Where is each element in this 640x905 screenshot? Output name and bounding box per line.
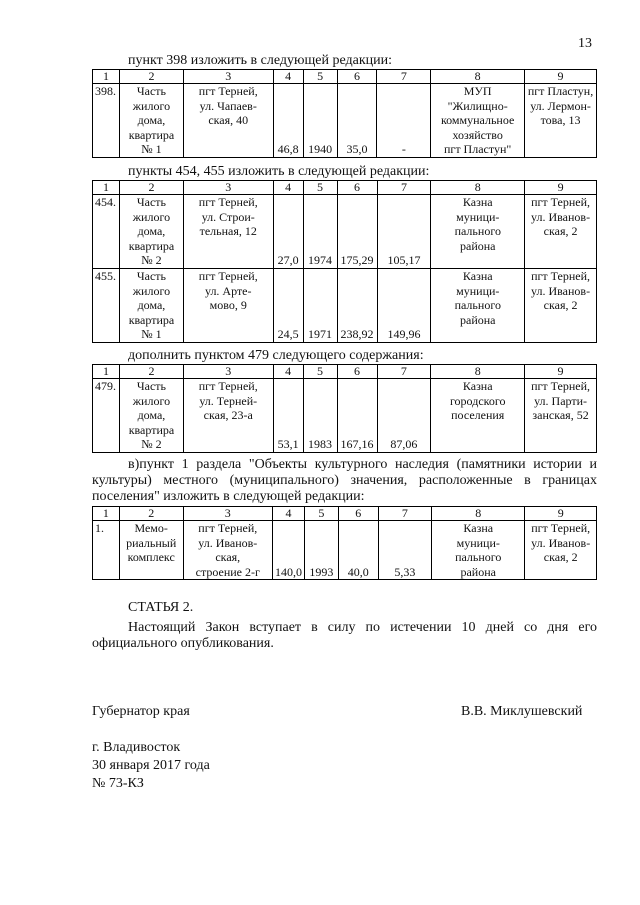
table-cell: пгт Терней, ул. Чапаев- ская, 40 bbox=[183, 84, 273, 158]
table-cell: 175,29 bbox=[337, 195, 377, 269]
table-398 bbox=[92, 69, 597, 158]
header-cell: 5 bbox=[303, 70, 337, 84]
table-cell: 105,17 bbox=[377, 195, 431, 269]
table-cell: Часть жилого дома, квартира № 2 bbox=[119, 379, 183, 453]
header-cell: 8 bbox=[431, 365, 525, 379]
table-cell: Казна муници- пального района bbox=[431, 268, 525, 342]
header-cell: 7 bbox=[377, 365, 431, 379]
table-cell: 1940 bbox=[303, 84, 337, 158]
table-cell: Часть жилого дома, квартира № 2 bbox=[119, 195, 183, 269]
table-cell: 238,92 bbox=[337, 268, 377, 342]
table-cell: 24,5 bbox=[273, 268, 303, 342]
header-cell: 9 bbox=[525, 181, 597, 195]
table-header-row bbox=[93, 365, 597, 379]
header-cell: 4 bbox=[273, 365, 303, 379]
signature-name: В.В. Миклушевский bbox=[461, 704, 583, 719]
table-cell: 46,8 bbox=[273, 84, 303, 158]
article-text: Настоящий Закон вступает в силу по истечении 10 дней со дня его официального опубликования. bbox=[92, 620, 597, 651]
header-cell: 9 bbox=[525, 365, 597, 379]
table-cell: пгт Терней, ул. Парти- занская, 52 bbox=[525, 379, 597, 453]
article-title: СТАТЬЯ 2. bbox=[128, 600, 194, 615]
header-cell: 8 bbox=[431, 70, 525, 84]
header-cell: 5 bbox=[303, 181, 337, 195]
header-cell: 5 bbox=[303, 365, 337, 379]
table-row bbox=[93, 268, 597, 342]
table-479 bbox=[92, 364, 597, 453]
table-cell: Казна муници- пального района bbox=[431, 195, 525, 269]
table-cell: пгт Терней, ул. Арте- мово, 9 bbox=[183, 268, 273, 342]
heading-398: пункт 398 изложить в следующей редакции: bbox=[128, 53, 392, 68]
table-cell: 167,16 bbox=[337, 379, 377, 453]
table-header-row bbox=[93, 70, 597, 84]
table-cell: МУП "Жилищно- коммунальное хозяйство пгт Пластун" bbox=[431, 84, 525, 158]
table-cell: 1974 bbox=[303, 195, 337, 269]
table-cell: 35,0 bbox=[337, 84, 377, 158]
table-cell: 53,1 bbox=[273, 379, 303, 453]
table-row bbox=[93, 195, 597, 269]
table-cell: Часть жилого дома, квартира № 1 bbox=[119, 84, 183, 158]
table-cell: 40,0 bbox=[338, 521, 378, 580]
table-culture bbox=[92, 506, 597, 580]
header-cell: 2 bbox=[119, 181, 183, 195]
table-cell: 398. bbox=[93, 84, 120, 158]
header-cell: 6 bbox=[337, 365, 377, 379]
table-cell: пгт Терней, ул. Строи- тельная, 12 bbox=[183, 195, 273, 269]
header-cell: 3 bbox=[183, 70, 273, 84]
table-row bbox=[93, 521, 597, 580]
table-cell: 27,0 bbox=[273, 195, 303, 269]
culture-intro: в)пункт 1 раздела "Объекты культурного наследия (памятники истории и культуры) местного (муниципального) значения, расположенные в границах поселения" изложить в следующей редакции: bbox=[92, 457, 597, 504]
table-cell: - bbox=[377, 84, 431, 158]
table-cell: пгт Терней, ул. Терней- ская, 23-а bbox=[183, 379, 273, 453]
table-cell: пгт Терней, ул. Иванов- ская, 2 bbox=[525, 521, 597, 580]
header-cell: 4 bbox=[273, 181, 303, 195]
table-header-row bbox=[93, 507, 597, 521]
table-cell: пгт Терней, ул. Иванов- ская, 2 bbox=[525, 195, 597, 269]
table-row bbox=[93, 379, 597, 453]
table-header-row bbox=[93, 181, 597, 195]
table-cell: Казна муници- пального района bbox=[432, 521, 525, 580]
table-cell: 87,06 bbox=[377, 379, 431, 453]
header-cell: 1 bbox=[93, 507, 120, 521]
heading-479: дополнить пунктом 479 следующего содержания: bbox=[128, 348, 424, 363]
table-cell: 454. bbox=[93, 195, 120, 269]
footer-date: 30 января 2017 года bbox=[92, 758, 210, 773]
header-cell: 1 bbox=[93, 70, 120, 84]
header-cell: 2 bbox=[119, 507, 183, 521]
table-cell: Казна городского поселения bbox=[431, 379, 525, 453]
header-cell: 6 bbox=[337, 181, 377, 195]
header-cell: 7 bbox=[378, 507, 432, 521]
header-cell: 3 bbox=[183, 365, 273, 379]
table-cell: 1993 bbox=[304, 521, 338, 580]
header-cell: 2 bbox=[119, 365, 183, 379]
table-cell: пгт Терней, ул. Иванов- ская, строение 2-г bbox=[183, 521, 272, 580]
table-cell: 1983 bbox=[303, 379, 337, 453]
table-cell: 1971 bbox=[303, 268, 337, 342]
header-cell: 8 bbox=[431, 181, 525, 195]
table-cell: 149,96 bbox=[377, 268, 431, 342]
table-cell: 5,33 bbox=[378, 521, 432, 580]
header-cell: 6 bbox=[338, 507, 378, 521]
header-cell: 9 bbox=[525, 507, 597, 521]
heading-454-455: пункты 454, 455 изложить в следующей редакции: bbox=[128, 164, 430, 179]
header-cell: 2 bbox=[119, 70, 183, 84]
page-number: 13 bbox=[578, 36, 592, 51]
header-cell: 7 bbox=[377, 70, 431, 84]
signature-position: Губернатор края bbox=[92, 704, 190, 719]
footer-number: № 73-КЗ bbox=[92, 776, 144, 791]
footer-city: г. Владивосток bbox=[92, 740, 181, 755]
table-cell: пгт Пластун, ул. Лермон- това, 13 bbox=[525, 84, 597, 158]
table-cell: 455. bbox=[93, 268, 120, 342]
table-cell: 1. bbox=[93, 521, 120, 580]
header-cell: 3 bbox=[183, 181, 273, 195]
header-cell: 9 bbox=[525, 70, 597, 84]
table-cell: Мемо- риальный комплекс bbox=[119, 521, 183, 580]
header-cell: 1 bbox=[93, 181, 120, 195]
header-cell: 7 bbox=[377, 181, 431, 195]
table-cell: Часть жилого дома, квартира № 1 bbox=[119, 268, 183, 342]
table-row bbox=[93, 84, 597, 158]
table-cell: пгт Терней, ул. Иванов- ская, 2 bbox=[525, 268, 597, 342]
header-cell: 4 bbox=[273, 70, 303, 84]
table-454-455 bbox=[92, 180, 597, 343]
header-cell: 3 bbox=[183, 507, 272, 521]
header-cell: 5 bbox=[304, 507, 338, 521]
table-cell: 140,0 bbox=[272, 521, 304, 580]
header-cell: 6 bbox=[337, 70, 377, 84]
header-cell: 1 bbox=[93, 365, 120, 379]
header-cell: 8 bbox=[432, 507, 525, 521]
table-cell: 479. bbox=[93, 379, 120, 453]
header-cell: 4 bbox=[272, 507, 304, 521]
